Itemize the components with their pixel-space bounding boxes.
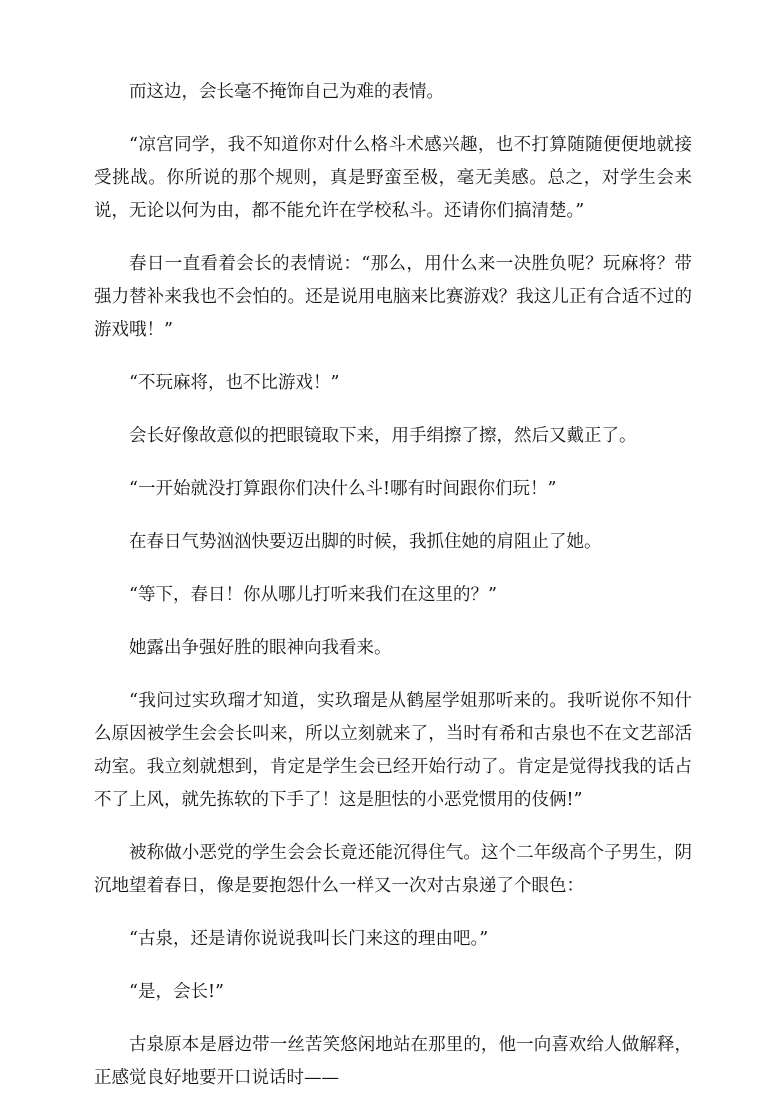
paragraph-1: 而这边，会长毫不掩饰自己为难的表情。 xyxy=(129,82,444,102)
paragraph-3: 春日一直看着会长的表情说：“那么，用什么来一决胜负呢？玩麻将？带强力替补来我也不会怕的。还是说用电脑来比赛游戏？我这儿正有合适不过的游戏哦！” xyxy=(94,254,692,340)
paragraph-6: “一开始就没打算跟你们决什么斗!哪有时间跟你们玩！” xyxy=(129,479,557,499)
paragraph-2: “凉宫同学，我不知道你对什么格斗术感兴趣，也不打算随随便便地就接受挑战。你所说的那个规则，真是野蛮至极，毫无美感。总之，对学生会来说，无论以何为由，都不能允许在学校私斗。还请你们搞清楚。” xyxy=(94,135,692,221)
paragraph-8: “等下，春日！你从哪儿打听来我们在这里的？” xyxy=(129,585,497,605)
paragraph-13: “是，会长!” xyxy=(129,982,224,1002)
paragraph-4: “不玩麻将，也不比游戏！” xyxy=(129,373,340,393)
paragraph-14: 古泉原本是唇边带一丝苦笑悠闲地站在那里的，他一向喜欢给人做解释，正感觉良好地要开口说话时—— xyxy=(94,1035,692,1088)
paragraph-11: 被称做小恶党的学生会会长竟还能沉得住气。这个二年级高个子男生，阴沉地望着春日，像是要抱怨什么一样又一次对古泉递了个眼色： xyxy=(94,843,692,896)
document-page xyxy=(94,76,692,1115)
paragraph-7: 在春日气势汹汹快要迈出脚的时候，我抓住她的肩阻止了她。 xyxy=(129,532,602,552)
paragraph-9: 她露出争强好胜的眼神向我看来。 xyxy=(129,638,392,658)
paragraph-5: 会长好像故意似的把眼镜取下来，用手绢擦了擦，然后又戴正了。 xyxy=(129,426,637,446)
paragraph-10: “我问过实玖瑠才知道，实玖瑠是从鹤屋学姐那听来的。我听说你不知什么原因被学生会会长叫来，所以立刻就来了，当时有希和古泉也不在文艺部活动室。我立刻就想到，肯定是学生会已经开始行动了。肯定是觉得找我的话占不了上风，就先拣软的下手了！这是胆怯的小恶党惯用的伎俩!” xyxy=(94,691,692,810)
paragraph-12: “古泉，还是请你说说我叫长门来这的理由吧。” xyxy=(129,929,489,949)
